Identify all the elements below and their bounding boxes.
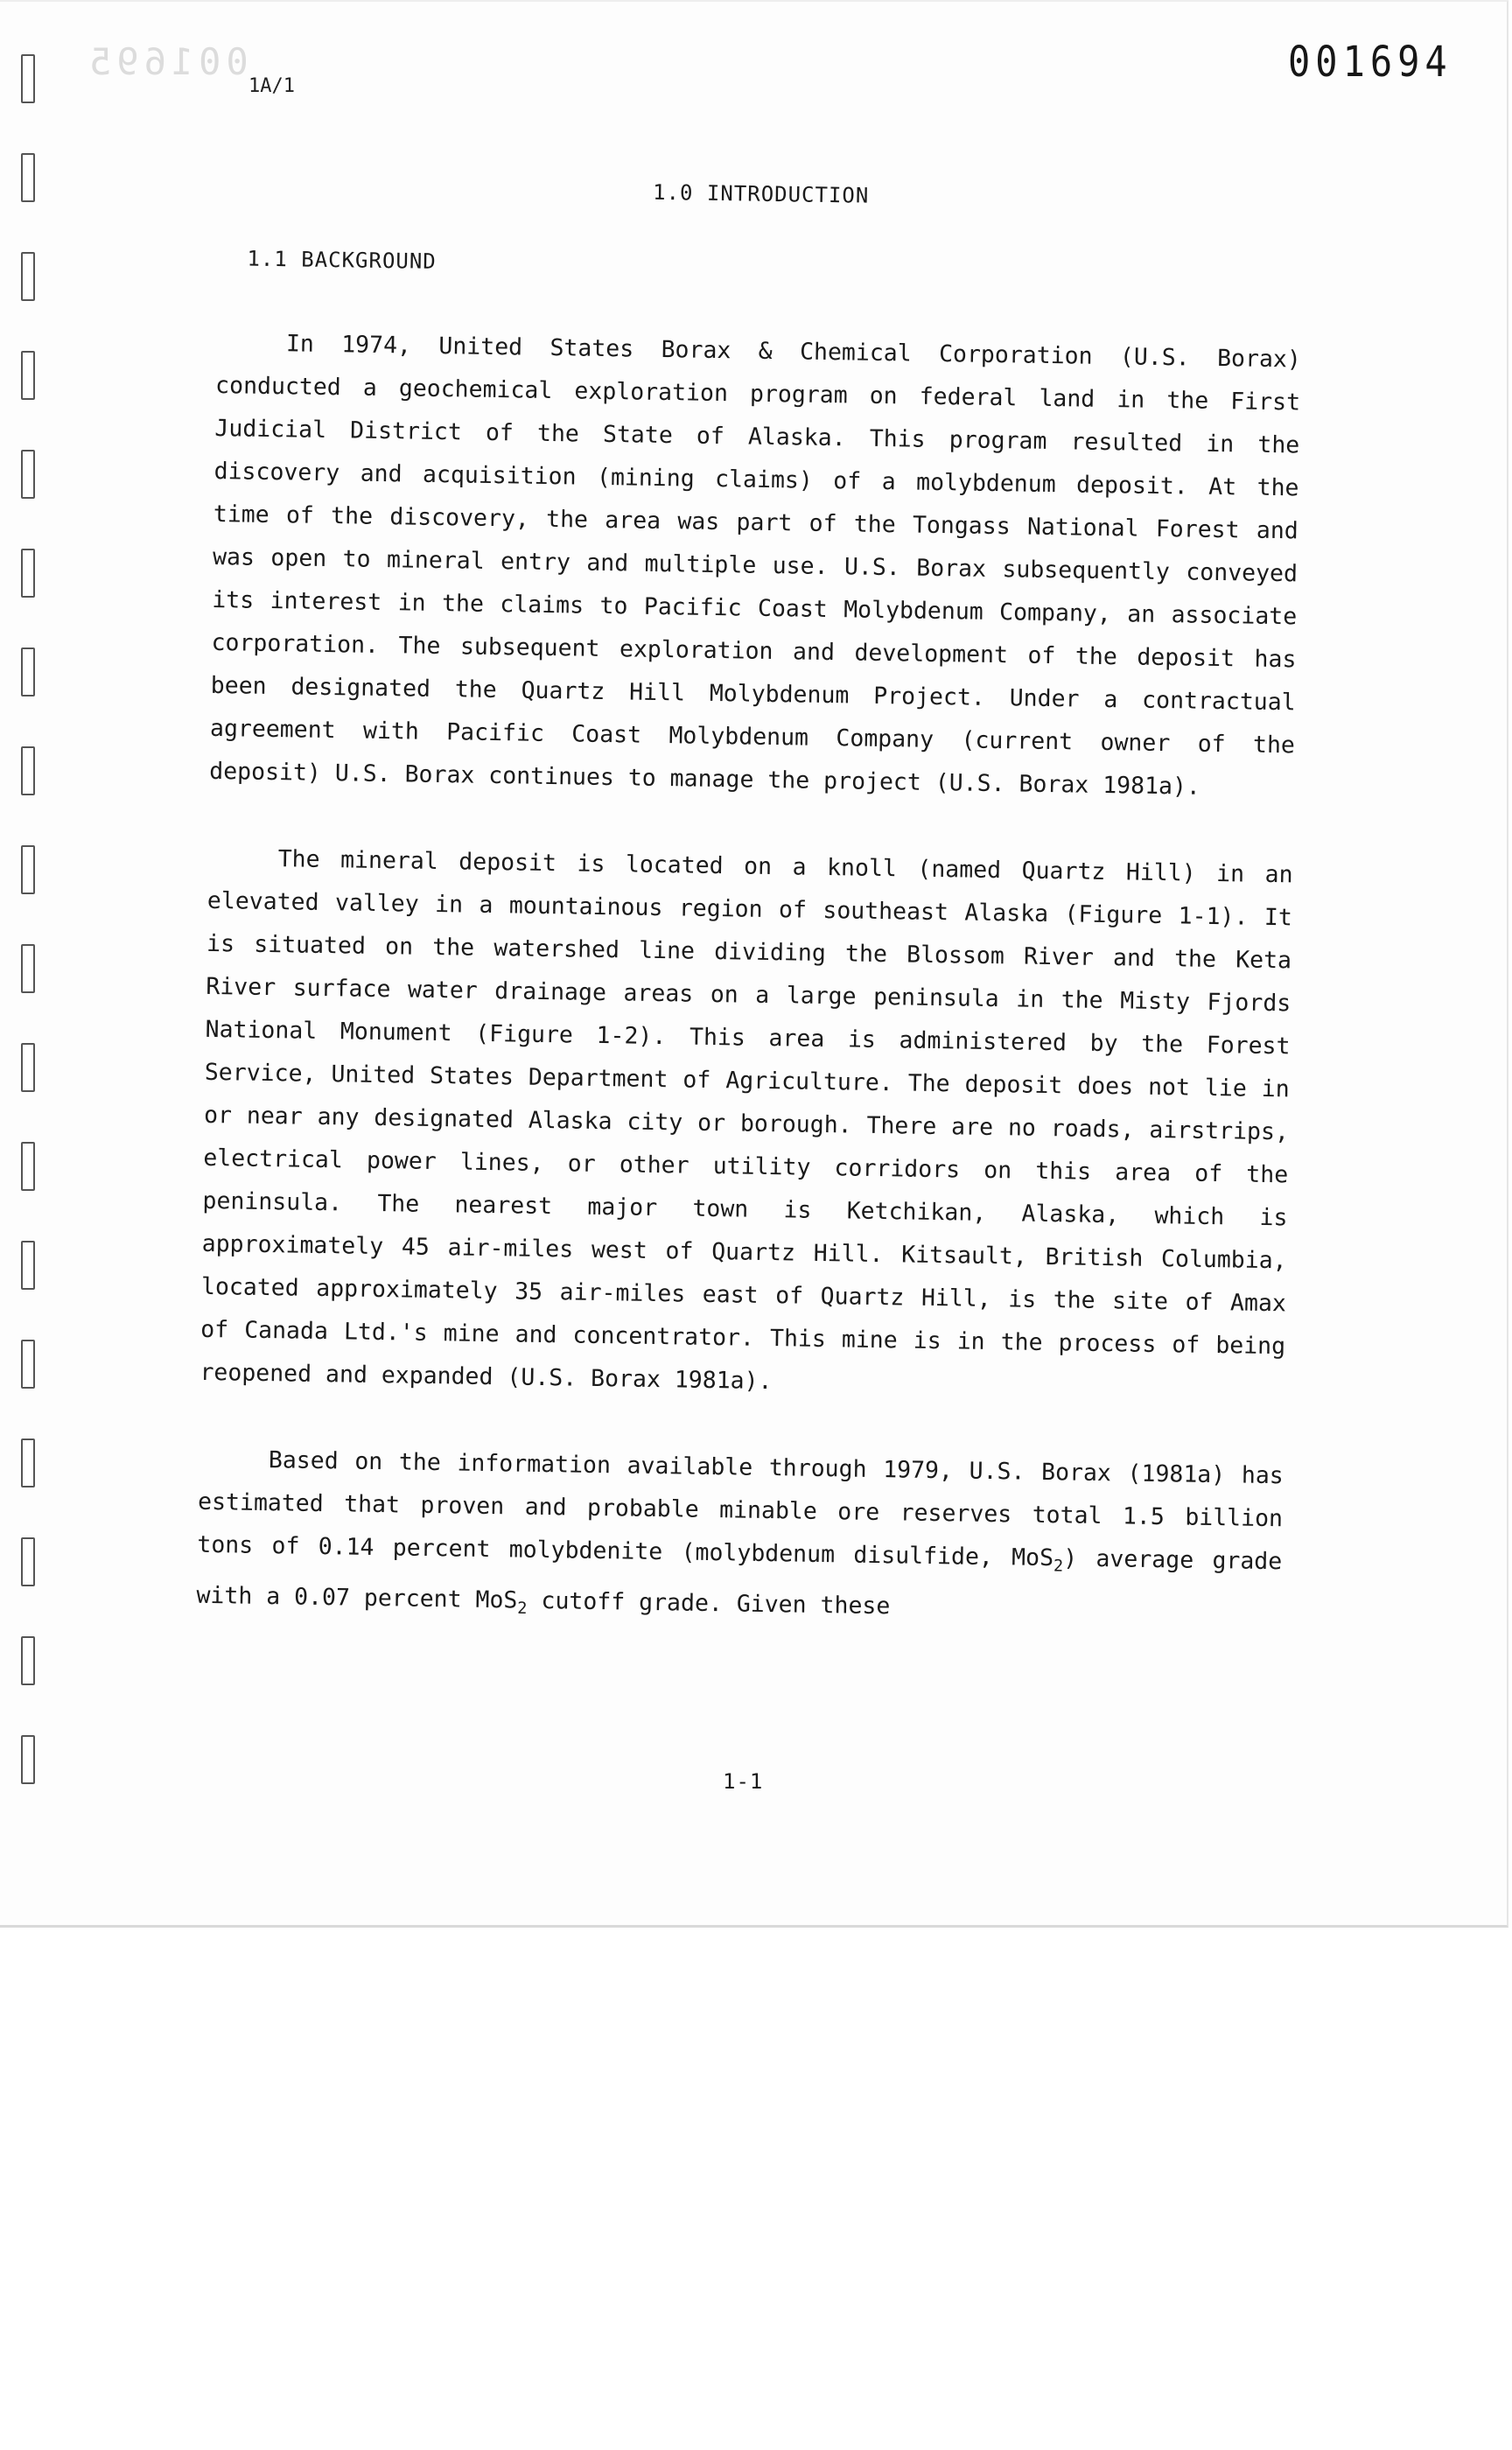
binder-hole — [21, 1340, 35, 1389]
paragraph-1: In 1974, United States Borax & Chemical Corporation (U.S. Borax) conducted a geochemical exploration program on federal land in the First Judicial District of the State of Alaska. This program resulted in the discovery and acquisition (mining claims) of a molybdenum deposit. At the time of the discovery, the area was part of the Tongass National Forest and was open to mineral entry and multiple use. U.S. Borax subsequently conveyed its interest in the claims to Pacific Coast Molybdenum Company, an associate corporation. The subsequent exploration and development of the deposit has been designated the Quartz Hill Molybdenum Project. Under a contractual agreement with Pacific Coast Molybdenum Company (current owner of the deposit) U.S. Borax continues to manage the project (U.S. Borax 1981a). — [209, 330, 1302, 801]
binder-hole — [21, 153, 35, 202]
binder-hole — [21, 1735, 35, 1784]
page-number: 1-1 — [723, 1769, 764, 1794]
binder-holes — [21, 54, 40, 1874]
paragraph-3 — [196, 1438, 1284, 1642]
binder-hole — [21, 54, 35, 103]
paragraph-3-text-a: Based on the information available through 1979, U.S. Borax (1981a) has estimated that proven and probable minable ore reserves total 1.5 billion tons of 0.14 percent molybdenite (molybdenum disulfide, MoS — [197, 1446, 1284, 1572]
binder-hole — [21, 351, 35, 400]
binder-hole — [21, 1438, 35, 1488]
binder-hole — [21, 549, 35, 598]
binder-hole — [21, 1142, 35, 1191]
section-heading: 1.0 INTRODUCTION — [652, 179, 870, 208]
binder-hole — [21, 1241, 35, 1290]
subscript-2: 2 — [517, 1600, 528, 1619]
page-content — [195, 173, 1304, 1686]
paragraph-3-text-c: cutoff grade. Given these — [527, 1587, 891, 1620]
subsection-heading: 1.1 BACKGROUND — [247, 246, 437, 274]
binder-hole — [21, 1636, 35, 1685]
paragraph-2: The mineral deposit is located on a knoll (named Quartz Hill) in an elevated valley in a mountainous region of southeast Alaska (Figure 1-1). It is situated on the watershed line dividing the Blossom River and the Keta River surface water drainage areas on a large peninsula in the Misty Fjords National Monument (Figure 1-2). This area is administered by the Forest Service, United States Department of Agriculture. The deposit does not lie in or near any designated Alaska city or borough. There are no roads, airstrips, electrical power lines, or other utility corridors on this area of the peninsula. The nearest major town is Ketchikan, Alaska, which is approximately 45 air-miles west of Quartz Hill. Kitsault, British Columbia, located approximately 35 air-miles east of Quartz Hill, is the site of Amax of Canada Ltd.'s mine and concentrator. This mine is in the process of being reopened and expanded (U.S. Borax 1981a). — [200, 845, 1293, 1396]
subscript-2: 2 — [1053, 1557, 1064, 1576]
binder-hole — [21, 648, 35, 696]
binder-hole — [21, 845, 35, 894]
binder-hole — [21, 1537, 35, 1586]
mirrored-stamp-number: 001695 — [84, 40, 248, 83]
binder-hole — [21, 944, 35, 993]
binder-hole — [21, 746, 35, 795]
binder-hole — [21, 1043, 35, 1092]
document-reference: 1A/1 — [248, 75, 295, 97]
paragraph-3-text-b: ) average grade with a 0.07 percent MoS — [196, 1544, 1283, 1614]
document-stamp-number: 001694 — [1288, 37, 1452, 87]
binder-hole — [21, 252, 35, 301]
binder-hole — [21, 450, 35, 499]
